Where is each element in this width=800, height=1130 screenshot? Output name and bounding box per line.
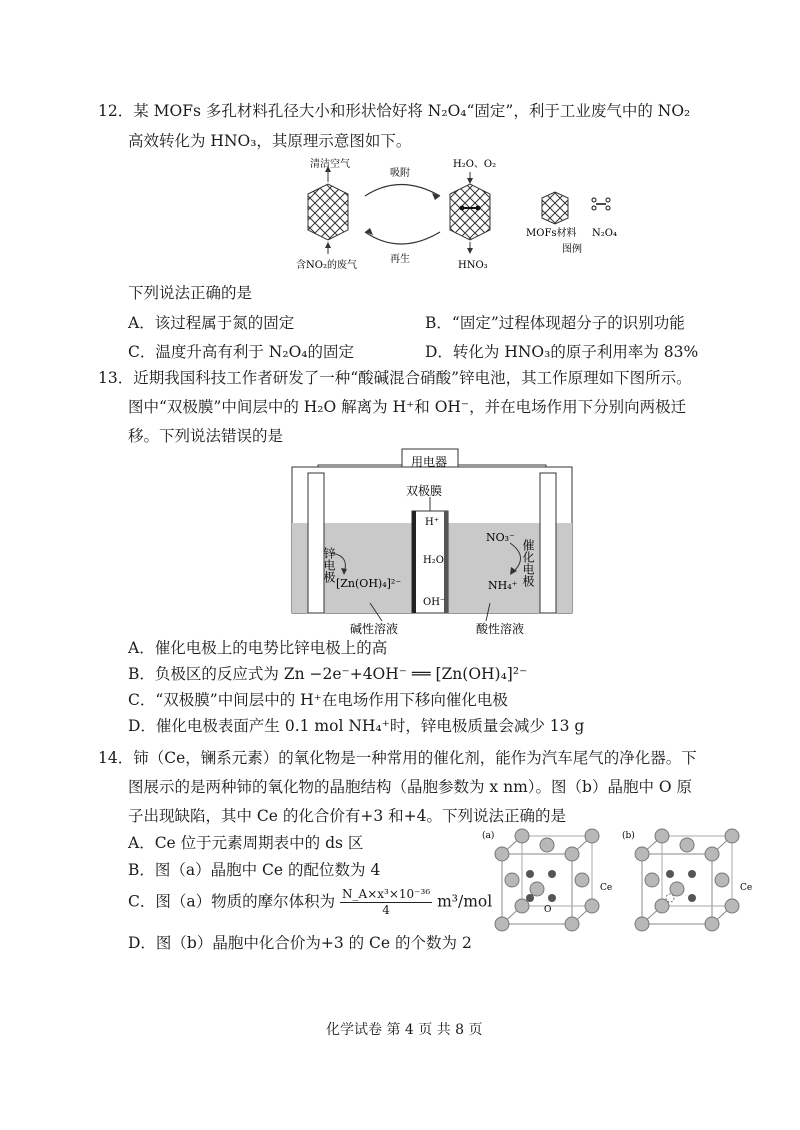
q12-prompt: 下列说法正确的是	[128, 284, 253, 302]
zn-complex-label: [Zn(OH)₄]²⁻	[336, 577, 402, 590]
h2o-o2-label: H₂O、O₂	[453, 159, 497, 170]
q14-option-c[interactable]	[128, 887, 492, 918]
membrane-hplus: H⁺	[425, 517, 439, 528]
adsorb-label: 吸附	[390, 168, 410, 179]
acidic-label: 酸性溶液	[476, 622, 525, 636]
q12-stem-line1: 12．某 MOFs 多孔材料孔径大小和形状恰好将 N₂O₄“固定”，利于工业废气中的 NO₂	[98, 102, 691, 120]
q13-stem-line2: 图中“双极膜”中间层中的 H₂O 解离为 H⁺和 OH⁻，并在电场作用下分别向两极迁	[128, 398, 687, 416]
q14-option-b[interactable]: B．图（a）晶胞中 Ce 的配位数为 4	[128, 861, 381, 879]
q14-option-d[interactable]: D．图（b）晶胞中化合价为+3 的 Ce 的个数为 2	[128, 934, 472, 952]
adsorb-arrow	[365, 185, 440, 197]
q14-option-a[interactable]: A．Ce 位于元素周期表中的 ds 区	[128, 834, 364, 852]
crystal-b-ce-label: Ce	[740, 883, 753, 893]
q14-stem-line1: 14．铈（Ce，镧系元素）的氧化物是一种常用的催化剂，能作为汽车尾气的净化器。下	[98, 749, 697, 767]
q13-option-a[interactable]: A．催化电极上的电势比锌电极上的高	[128, 639, 388, 657]
waste-gas-label: 含NO₂的废气	[296, 260, 357, 271]
zinc-electrode	[308, 473, 324, 613]
crystal-a-label: (a)	[482, 831, 495, 841]
mofs-left-icon	[308, 184, 348, 240]
mofs-legend-label: MOFs材料	[526, 228, 577, 239]
legend-title: 图例	[562, 244, 582, 255]
q13-stem-line3: 移。下列说法错误的是	[128, 427, 284, 445]
q13-option-c[interactable]: C．“双极膜”中间层中的 H⁺在电场作用下移向催化电极	[128, 691, 508, 709]
q12-diagram	[290, 158, 630, 274]
q12-option-d[interactable]: D．转化为 HNO₃的原子利用率为 83%	[425, 343, 699, 361]
q12-option-a[interactable]: A．该过程属于氮的固定	[128, 314, 295, 332]
q14-option-c-unit: m³/mol	[437, 892, 493, 911]
q13-option-b[interactable]: B．负极区的反应式为 Zn −2e⁻+4OH⁻ ══ [Zn(OH)₄]²⁻	[128, 665, 528, 683]
clean-air-label: 清洁空气	[310, 159, 350, 170]
q12-option-b[interactable]: B．“固定”过程体现超分子的识别功能	[425, 314, 685, 332]
device-label: 用电器	[411, 455, 448, 469]
crystal-b-label: (b)	[622, 831, 635, 841]
page-footer: 化学试卷 第 4 页 共 8 页	[326, 1022, 483, 1038]
q14-option-c-prefix: C．图（a）物质的摩尔体积为	[128, 892, 336, 911]
no3-label: NO₃⁻	[486, 531, 515, 544]
molar-volume-fraction	[340, 887, 432, 918]
regen-label: 再生	[390, 254, 410, 265]
fraction-denominator: 4	[382, 903, 390, 917]
q13-option-d[interactable]: D．催化电极表面产生 0.1 mol NH₄⁺时，锌电极质量会减少 13 g	[128, 717, 585, 735]
catalyst-electrode-label: 催化电极	[521, 539, 535, 587]
q12-option-c[interactable]: C．温度升高有利于 N₂O₄的固定	[128, 343, 354, 361]
mofs-loaded-icon	[450, 184, 490, 240]
zinc-electrode-label: 锌电极	[322, 547, 336, 583]
n2o4-legend-icon	[592, 198, 610, 210]
q13-battery-diagram	[290, 445, 574, 637]
q14-stem-line3: 子出现缺陷，其中 Ce 的化合价有+3 和+4。下列说法正确的是	[128, 807, 567, 825]
q14-stem-line2: 图展示的是两种铈的氧化物的晶胞结构（晶胞参数为 x nm）。图（b）晶胞中 O 原	[128, 778, 693, 796]
fraction-numerator: N_A×x³×10⁻³⁶	[342, 887, 431, 901]
alkaline-label: 碱性溶液	[350, 622, 399, 636]
nh4-label: NH₄⁺	[488, 579, 518, 592]
crystal-a-ce-label: Ce	[600, 883, 613, 893]
n2o4-legend-label: N₂O₄	[592, 228, 617, 239]
regen-arrow	[365, 232, 440, 244]
q12-stem-line2: 高效转化为 HNO₃，其原理示意图如下。	[128, 132, 412, 150]
mofs-legend-icon	[542, 192, 568, 224]
membrane-oh: OH⁻	[423, 597, 446, 608]
membrane-h2o: H₂O	[423, 555, 444, 566]
crystal-a-figure	[480, 828, 630, 946]
q13-stem-line1: 13．近期我国科技工作者研发了一种“酸碱混合硝酸”锌电池，其工作原理如下图所示。	[98, 369, 692, 387]
catalyst-electrode	[540, 473, 556, 613]
hno3-label: HNO₃	[458, 260, 488, 271]
bipolar-label: 双极膜	[406, 484, 443, 498]
crystal-b-figure	[620, 828, 770, 946]
crystal-a-o-label: O	[544, 905, 552, 915]
